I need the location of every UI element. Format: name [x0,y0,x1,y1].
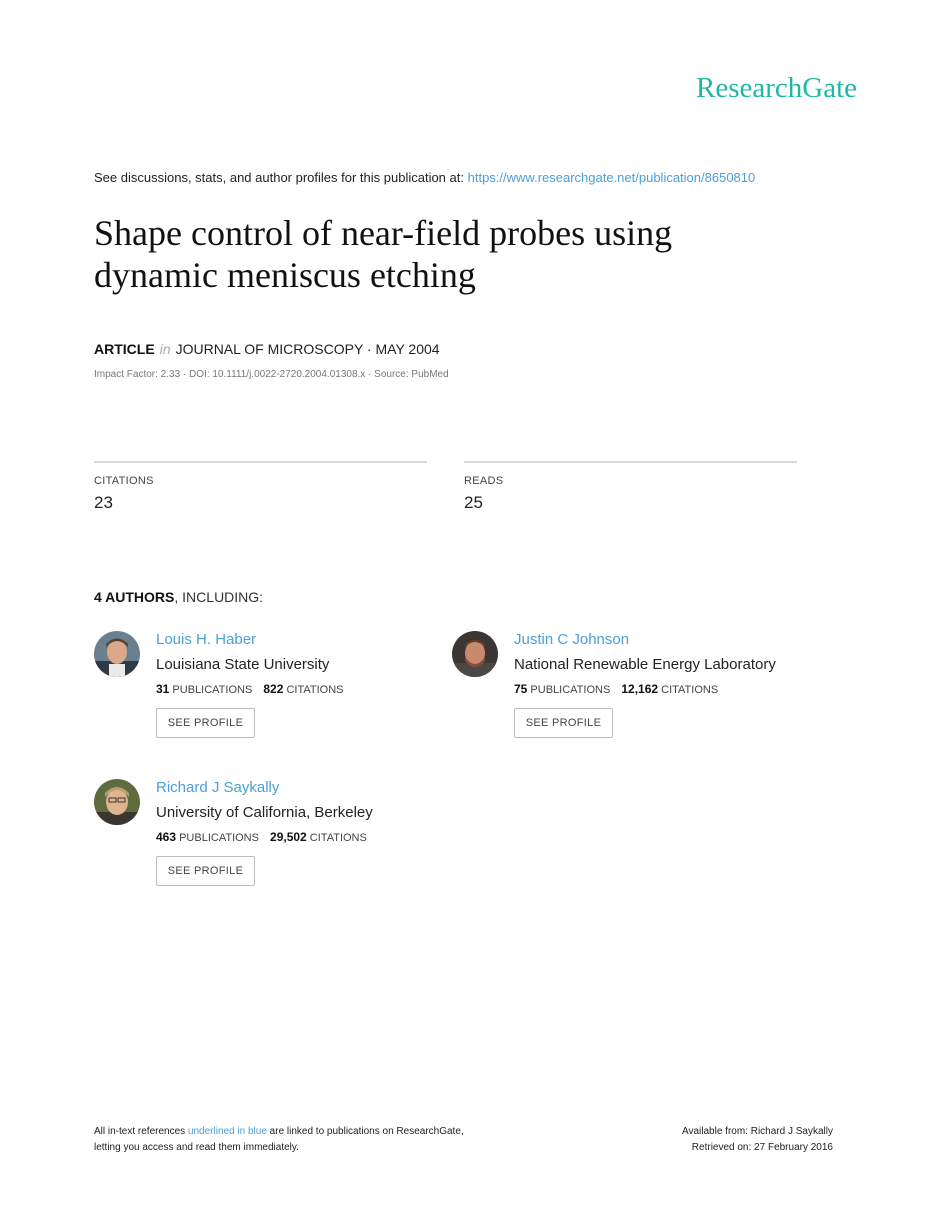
author-stats [514,682,776,696]
author-name[interactable]: Louis H. Haber [156,631,257,648]
publications-count: 463 [156,830,177,844]
publications-label: PUBLICATIONS [172,684,253,696]
footer-availability [682,1124,833,1156]
citations-value: 23 [94,493,113,512]
authors-heading [94,589,263,605]
avatar[interactable] [452,631,498,677]
title-line-1: Shape control of near-field probes using [94,213,673,253]
publications-count: 75 [514,682,528,696]
retrieved-on: Retrieved on: 27 February 2016 [691,1142,833,1153]
reads-value: 25 [464,493,483,512]
available-from: Available from: Richard J Saykally [682,1126,833,1137]
authors-suffix: , INCLUDING: [174,589,264,605]
reads-stat [464,461,797,513]
citations-count: 822 [263,682,284,696]
author-institution: University of California, Berkeley [156,804,373,821]
footer-line-1 [94,1124,464,1140]
title-line-2: dynamic meniscus etching [94,255,476,295]
author-card [94,779,454,909]
avatar[interactable] [94,631,140,677]
see-profile-button[interactable]: SEE PROFILE [514,708,613,738]
in-word: in [159,341,171,357]
author-stats [156,682,344,696]
publication-details: Impact Factor: 2.33 · DOI: 10.1111/j.0022-2720.2004.01308.x · Source: PubMed [94,369,449,380]
author-stats [156,830,373,844]
authors-count: 4 AUTHORS [94,589,175,605]
publications-label: PUBLICATIONS [179,832,259,844]
reads-label: READS [464,475,504,487]
underlined-blue-link[interactable]: underlined in blue [187,1126,267,1137]
researchgate-logo[interactable]: ResearchGate [695,72,857,104]
citations-label: CITATIONS [309,832,367,844]
author-name[interactable]: Justin C Johnson [514,631,630,648]
discussion-prefix: See discussions, stats, and author profiles for this publication at: [94,170,464,185]
citations-stat [94,461,427,513]
publications-label: PUBLICATIONS [530,684,611,696]
avatar[interactable] [94,779,140,825]
author-card [452,631,812,761]
author-institution: National Renewable Energy Laboratory [514,656,776,673]
journal-date: JOURNAL OF MICROSCOPY · MAY 2004 [175,341,440,357]
author-name[interactable]: Richard J Saykally [156,779,280,796]
publications-count: 31 [156,682,170,696]
see-profile-button[interactable]: SEE PROFILE [156,856,255,886]
footer-line-2: letting you access and read them immediately. [94,1142,299,1153]
citations-label: CITATIONS [94,475,154,487]
author-institution: Louisiana State University [156,656,330,673]
publication-type: ARTICLE [94,341,155,357]
citations-count: 12,162 [621,682,659,696]
publication-meta [94,341,440,357]
publication-link[interactable]: https://www.researchgate.net/publication/8650810 [467,170,756,185]
footer-text-a: All in-text references [94,1126,186,1137]
publication-title [94,212,854,296]
discussion-line [94,170,755,185]
citations-label: CITATIONS [286,684,344,696]
see-profile-button[interactable]: SEE PROFILE [156,708,255,738]
author-card [94,631,454,761]
footer-note [94,1124,464,1156]
footer-text-b: are linked to publications on ResearchGate, [269,1126,464,1137]
citations-label: CITATIONS [661,684,719,696]
citations-count: 29,502 [270,830,307,844]
